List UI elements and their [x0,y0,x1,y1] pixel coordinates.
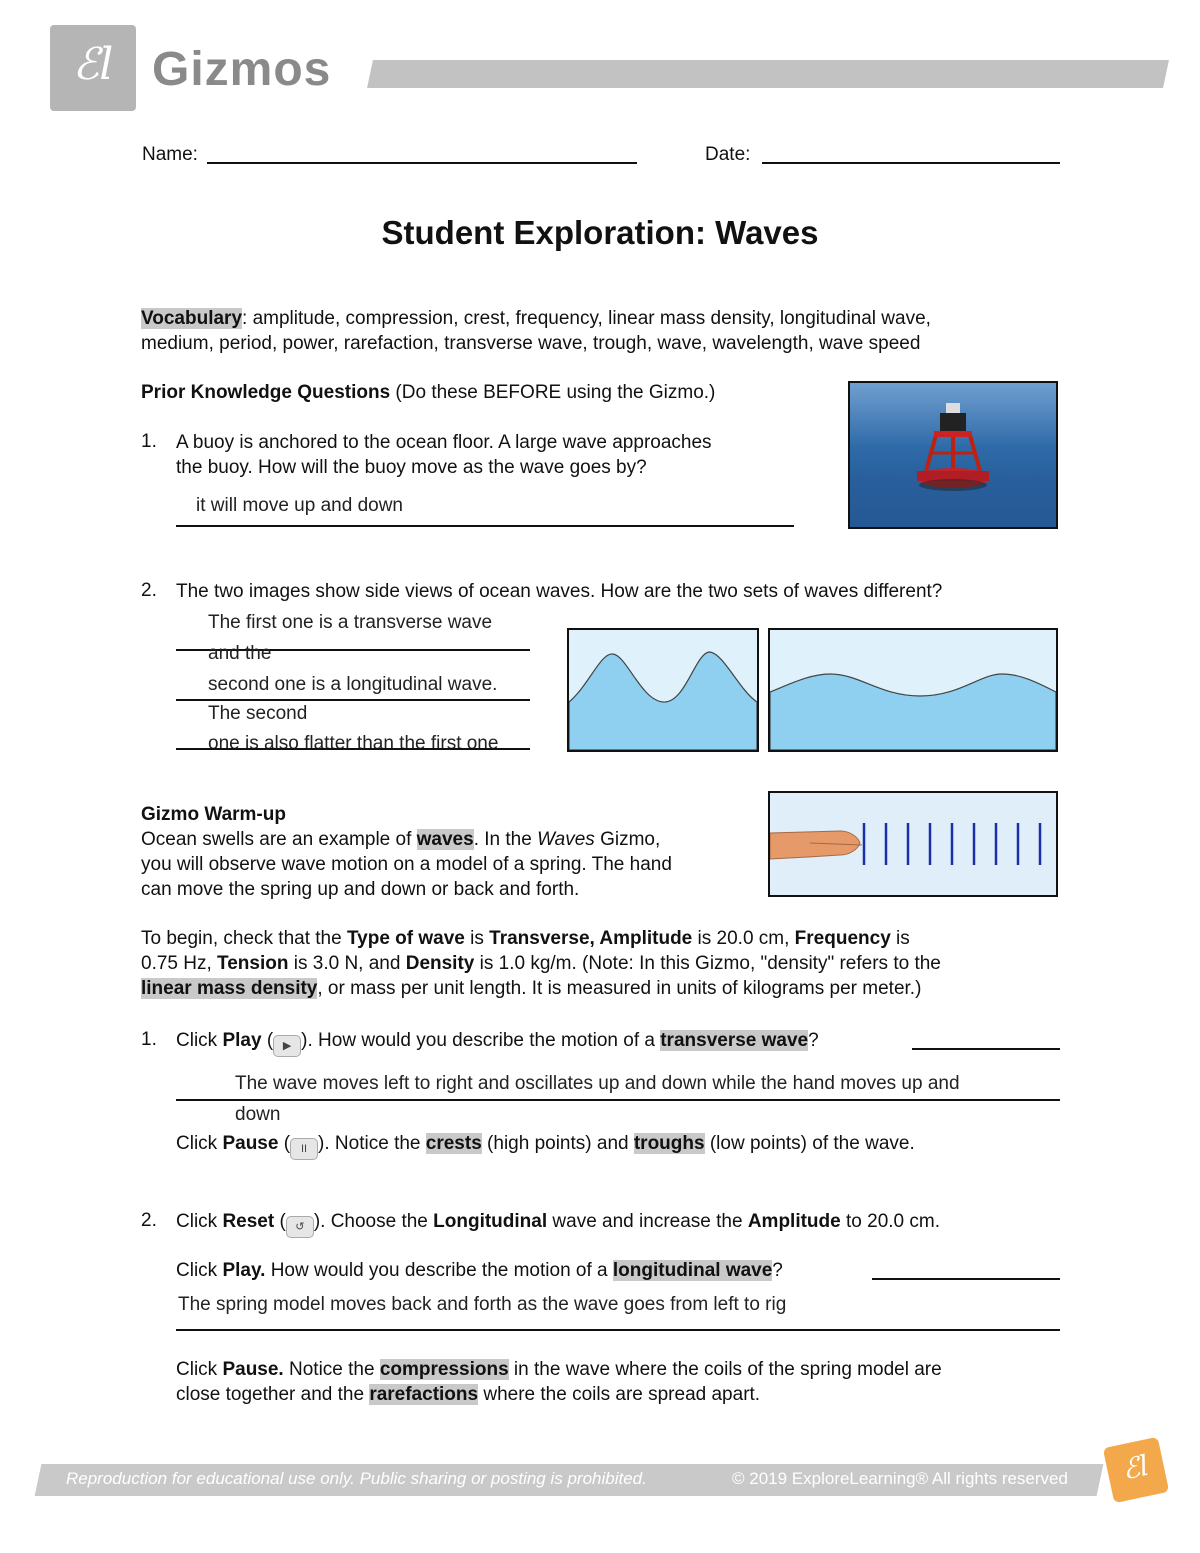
step-1-number: 1. [141,1029,157,1050]
question-2-number: 2. [141,580,157,601]
play-icon: ▶ [273,1035,301,1057]
step-2-inline-rule [872,1278,1060,1280]
steep-wave-image [567,628,759,752]
question-2-answer-line-1[interactable]: The first one is a transverse wave [208,612,493,633]
pause-icon: II [290,1138,318,1160]
question-1-number: 1. [141,431,157,452]
page-title: Student Exploration: Waves [381,214,819,251]
spring-model-image [768,791,1058,897]
question-2-text: The two images show side views of ocean waves. How are the two sets of waves different? [176,581,943,602]
reset-icon: ↺ [286,1216,314,1238]
question-2-answer-line-4[interactable]: The second [208,703,308,724]
footer-copyright: © 2019 ExploreLearning® All rights reserved [732,1469,1068,1488]
step-1-question: Click Play ( ▶ ). How would you describe the motion of a transverse wave? [176,1028,819,1057]
question-1-line-1: A buoy is anchored to the ocean floor. A large wave approaches [176,432,712,453]
step-2-number: 2. [141,1210,157,1231]
question-2-answer-line-5[interactable]: one is also flatter than the first one [208,733,499,754]
date-label: Date: [705,144,751,165]
settings-line-1: To begin, check that the Type of wave is Transverse, Amplitude is 20.0 cm, Frequency is [141,928,910,949]
warmup-paragraph-line-3: can move the spring up and down or back and forth. [141,879,580,900]
step-1-inline-rule [912,1048,1060,1050]
step-1-answer-line-2[interactable]: down [235,1104,281,1125]
buoy-illustration [850,383,1056,527]
settings-line-2: 0.75 Hz, Tension is 3.0 N, and Density is 1.0 kg/m. (Note: In this Gizmo, "density" refers to the [141,953,941,974]
prior-knowledge-heading: Prior Knowledge Questions (Do these BEFORE using the Gizmo.) [141,382,716,403]
gizmos-logo-icon: ℰl [50,25,136,111]
step-1-pause-instruction: Click Pause ( II ). Notice the crests (high points) and troughs (low points) of the wave. [176,1131,915,1160]
date-field[interactable] [762,162,1060,164]
name-field[interactable] [207,162,637,164]
step-2-pause-line-2: close together and the rarefactions where the coils are spread apart. [176,1384,761,1405]
footer-logo-icon: ℰl [1103,1437,1169,1503]
answer-rule [176,699,530,701]
settings-line-3: linear mass density, or mass per unit length. It is measured in units of kilograms per meter.) [141,978,922,999]
step-2-question: Click Play. How would you describe the motion of a longitudinal wave? [176,1260,783,1281]
header [0,0,1200,120]
warmup-paragraph-line-1: Ocean swells are an example of waves. In the Waves Gizmo, [141,829,661,850]
step-2-answer-clip [176,1294,836,1322]
vocabulary-line-2: medium, period, power, rarefaction, transverse wave, trough, wave, wavelength, wave speed [141,333,921,354]
step-2-instruction: Click Reset ( ↺ ). Choose the Longitudinal wave and increase the Amplitude to 20.0 cm. [176,1209,940,1238]
warmup-heading: Gizmo Warm-up [141,804,286,825]
answer-rule [176,748,530,750]
brand-name: Gizmos [152,43,332,96]
warmup-paragraph-line-2: you will observe wave motion on a model of a spring. The hand [141,854,672,875]
step-2-pause-line-1: Click Pause. Notice the compressions in the wave where the coils of the spring model are [176,1359,942,1380]
buoy-image [848,381,1058,529]
answer-rule [176,1099,1060,1101]
step-1-answer-line-1[interactable]: The wave moves left to right and oscillates up and down while the hand moves up and [235,1073,960,1094]
name-label: Name: [142,144,198,165]
vocabulary-label: Vocabulary [141,308,243,329]
step-2-answer[interactable]: The spring model moves back and forth as the wave goes from left to rig [178,1294,787,1315]
question-1-line-2: the buoy. How will the buoy move as the wave goes by? [176,457,647,478]
flat-wave-image [768,628,1058,752]
question-1-answer-line [176,525,794,527]
question-2-answer-line-2[interactable]: and the [208,643,272,664]
answer-rule [176,1329,1060,1331]
vocabulary-line-1: Vocabulary: amplitude, compression, crest, frequency, linear mass density, longitudinal wave, [141,308,931,329]
header-bar [367,60,1169,88]
question-1-answer[interactable]: it will move up and down [196,495,403,516]
question-2-answer-line-3[interactable]: second one is a longitudinal wave. [208,674,498,695]
footer-disclaimer: Reproduction for educational use only. Public sharing or posting is prohibited. [66,1469,647,1488]
